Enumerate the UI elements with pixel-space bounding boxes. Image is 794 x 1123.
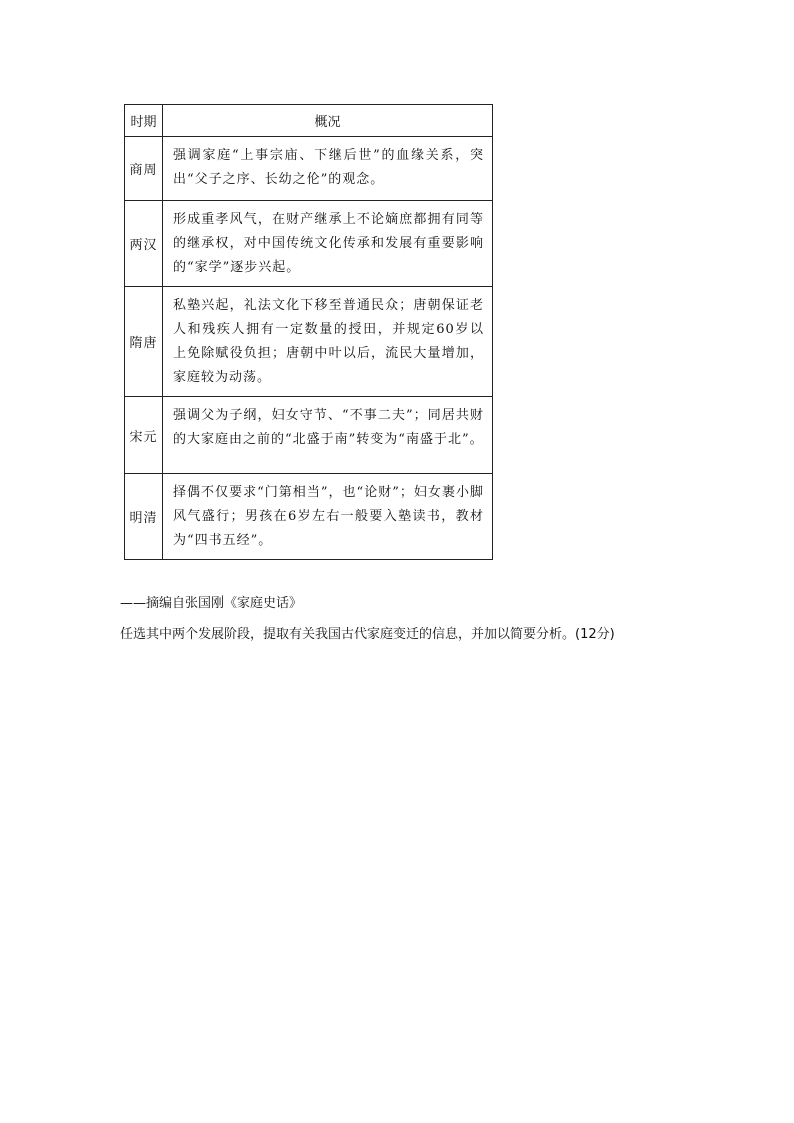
table-row: [125, 201, 493, 287]
period-cell: 宋元: [125, 397, 163, 474]
description-cell: 私塾兴起，礼法文化下移至普通民众；唐朝保证老人和残疾人拥有一定数量的授田，并规定60岁以上免除赋役负担；唐朝中叶以后，流民大量增加，家庭较为动荡。: [163, 287, 493, 397]
description-cell: 强调家庭“上事宗庙、下继后世”的血缘关系，突出“父子之序、长幼之伦”的观念。: [163, 137, 493, 201]
table-row: [125, 397, 493, 474]
description-cell: 择偶不仅要求“门第相当”，也“论财”；妇女裹小脚风气盛行；男孩在6岁左右一般要入塾读书，教材为“四书五经”。: [163, 474, 493, 560]
period-cell: 明清: [125, 474, 163, 560]
table-row: [125, 137, 493, 201]
period-cell: 隋唐: [125, 287, 163, 397]
period-cell: 商周: [125, 137, 163, 201]
header-overview: 概况: [163, 105, 493, 137]
description-cell: 形成重孝风气，在财产继承上不论嫡庶都拥有同等的继承权，对中国传统文化传承和发展有重要影响的“家学”逐步兴起。: [163, 201, 493, 287]
period-cell: 两汉: [125, 201, 163, 287]
source-citation: ——摘编自张国刚《家庭史话》: [120, 596, 303, 611]
table-row: [125, 287, 493, 397]
description-cell: 强调父为子纲，妇女守节、“不事二夫”；同居共财的大家庭由之前的“北盛于南”转变为“南盛于北”。: [163, 397, 493, 474]
question-text: 任选其中两个发展阶段，提取有关我国古代家庭变迁的信息，并加以简要分析。(12分): [120, 627, 615, 642]
history-table: [124, 104, 493, 560]
header-period: 时期: [125, 105, 163, 137]
table-header-row: [125, 105, 493, 137]
table-row: [125, 474, 493, 560]
